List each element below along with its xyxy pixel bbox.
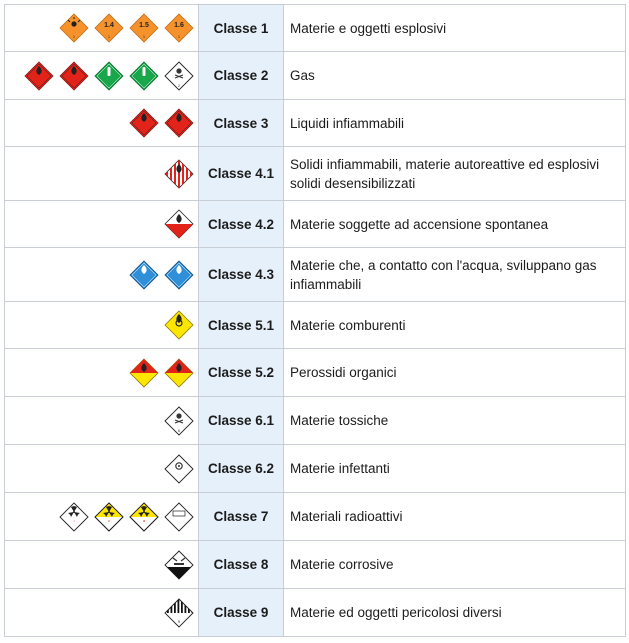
hazard-classes-table bbox=[4, 4, 626, 637]
radioactive-i-label-icon bbox=[59, 502, 89, 532]
hazard-labels-group bbox=[24, 61, 194, 91]
hazard-labels-cell bbox=[5, 445, 199, 493]
hazard-labels-group bbox=[164, 310, 194, 340]
hazard-labels-group bbox=[129, 108, 194, 138]
explosive-1-4-label-icon bbox=[94, 13, 124, 43]
hazard-labels-group bbox=[164, 550, 194, 580]
flammable-liquid-label-icon bbox=[164, 108, 194, 138]
table-row bbox=[5, 302, 626, 349]
class-name: Classe 6.1 bbox=[199, 397, 284, 445]
class-description: Materie soggette ad accensione spontanea bbox=[284, 201, 626, 248]
table-row bbox=[5, 52, 626, 100]
organic-peroxide-label-icon bbox=[164, 358, 194, 388]
non-flammable-gas-label-icon bbox=[94, 61, 124, 91]
class-description: Materie e oggetti esplosivi bbox=[284, 5, 626, 52]
table-row bbox=[5, 5, 626, 52]
table-row bbox=[5, 349, 626, 397]
class-description: Materie infettanti bbox=[284, 445, 626, 493]
svg-text:1: 1 bbox=[73, 35, 75, 39]
class-description: Materie corrosive bbox=[284, 541, 626, 589]
svg-text:1.5: 1.5 bbox=[139, 22, 149, 29]
hazard-labels-group bbox=[129, 260, 194, 290]
svg-text:9: 9 bbox=[177, 618, 181, 624]
table-row bbox=[5, 589, 626, 637]
hazard-labels-cell bbox=[5, 100, 199, 147]
svg-text:II: II bbox=[108, 518, 110, 523]
class-name: Classe 1 bbox=[199, 5, 284, 52]
hazard-labels-group bbox=[164, 454, 194, 484]
flammable-gas-label-icon bbox=[59, 61, 89, 91]
hazard-labels-group bbox=[164, 209, 194, 239]
class-description: Solidi infiammabili, materie autoreattive ed esplosivi solidi desensibilizzati bbox=[284, 147, 626, 201]
table-row bbox=[5, 248, 626, 302]
class-description: Materiali radioattivi bbox=[284, 493, 626, 541]
hazard-labels-cell bbox=[5, 493, 199, 541]
table-row bbox=[5, 147, 626, 201]
class-name: Classe 6.2 bbox=[199, 445, 284, 493]
infectious-label-icon bbox=[164, 454, 194, 484]
table-body bbox=[5, 5, 626, 637]
hazard-labels-cell bbox=[5, 349, 199, 397]
spontaneous-combustion-label-icon bbox=[164, 209, 194, 239]
class-name: Classe 7 bbox=[199, 493, 284, 541]
svg-text:I: I bbox=[73, 518, 75, 523]
corrosive-label-icon bbox=[164, 550, 194, 580]
class-name: Classe 4.3 bbox=[199, 248, 284, 302]
class-description: Perossidi organici bbox=[284, 349, 626, 397]
svg-text:1: 1 bbox=[143, 35, 145, 39]
hazard-labels-group bbox=[164, 159, 194, 189]
class-description: Materie tossiche bbox=[284, 397, 626, 445]
hazard-labels-cell bbox=[5, 397, 199, 445]
table-row bbox=[5, 541, 626, 589]
class-description: Gas bbox=[284, 52, 626, 100]
hazard-labels-cell bbox=[5, 589, 199, 637]
hazard-labels-group bbox=[59, 502, 194, 532]
hazard-labels-group bbox=[164, 406, 194, 436]
hazard-labels-cell bbox=[5, 147, 199, 201]
toxic-gas-label-icon bbox=[164, 61, 194, 91]
flammable-liquid-label-icon bbox=[129, 108, 159, 138]
class-name: Classe 5.1 bbox=[199, 302, 284, 349]
miscellaneous-label-icon bbox=[164, 598, 194, 628]
class-name: Classe 4.2 bbox=[199, 201, 284, 248]
svg-text:2: 2 bbox=[178, 83, 180, 88]
class-name: Classe 3 bbox=[199, 100, 284, 147]
hazard-labels-group bbox=[164, 598, 194, 628]
organic-peroxide-label-icon bbox=[129, 358, 159, 388]
toxic-label-icon bbox=[164, 406, 194, 436]
flammable-gas-label-icon bbox=[24, 61, 54, 91]
svg-text:1: 1 bbox=[108, 35, 110, 39]
fissile-label-icon bbox=[164, 502, 194, 532]
explosive-1-5-label-icon bbox=[129, 13, 159, 43]
oxidizer-label-icon bbox=[164, 310, 194, 340]
class-name: Classe 9 bbox=[199, 589, 284, 637]
table-row bbox=[5, 100, 626, 147]
hazard-labels-cell bbox=[5, 5, 199, 52]
class-name: Classe 5.2 bbox=[199, 349, 284, 397]
class-name: Classe 8 bbox=[199, 541, 284, 589]
svg-text:1.6: 1.6 bbox=[174, 22, 184, 29]
class-description: Materie ed oggetti pericolosi diversi bbox=[284, 589, 626, 637]
non-flammable-gas-label-icon bbox=[129, 61, 159, 91]
hazard-labels-group bbox=[59, 13, 194, 43]
class-name: Classe 2 bbox=[199, 52, 284, 100]
table-row bbox=[5, 493, 626, 541]
hazard-labels-cell bbox=[5, 201, 199, 248]
table-row bbox=[5, 445, 626, 493]
hazard-labels-cell bbox=[5, 302, 199, 349]
hazard-labels-cell bbox=[5, 248, 199, 302]
svg-text:1.4: 1.4 bbox=[104, 22, 114, 29]
dangerous-when-wet-label-icon bbox=[164, 260, 194, 290]
class-name: Classe 4.1 bbox=[199, 147, 284, 201]
hazard-labels-group bbox=[129, 358, 194, 388]
class-description: Materie che, a contatto con l'acqua, sviluppano gas infiammabili bbox=[284, 248, 626, 302]
svg-text:6: 6 bbox=[178, 428, 180, 433]
hazard-labels-cell bbox=[5, 52, 199, 100]
explosive-1-label-icon bbox=[59, 13, 89, 43]
hazard-labels-cell bbox=[5, 541, 199, 589]
class-description: Materie comburenti bbox=[284, 302, 626, 349]
table-row bbox=[5, 397, 626, 445]
flammable-solid-label-icon bbox=[164, 159, 194, 189]
dangerous-when-wet-label-icon bbox=[129, 260, 159, 290]
svg-text:III: III bbox=[142, 518, 146, 523]
table-row bbox=[5, 201, 626, 248]
explosive-1-6-label-icon bbox=[164, 13, 194, 43]
class-description: Liquidi infiammabili bbox=[284, 100, 626, 147]
radioactive-iii-label-icon bbox=[129, 502, 159, 532]
radioactive-ii-label-icon bbox=[94, 502, 124, 532]
svg-text:1: 1 bbox=[178, 35, 180, 39]
